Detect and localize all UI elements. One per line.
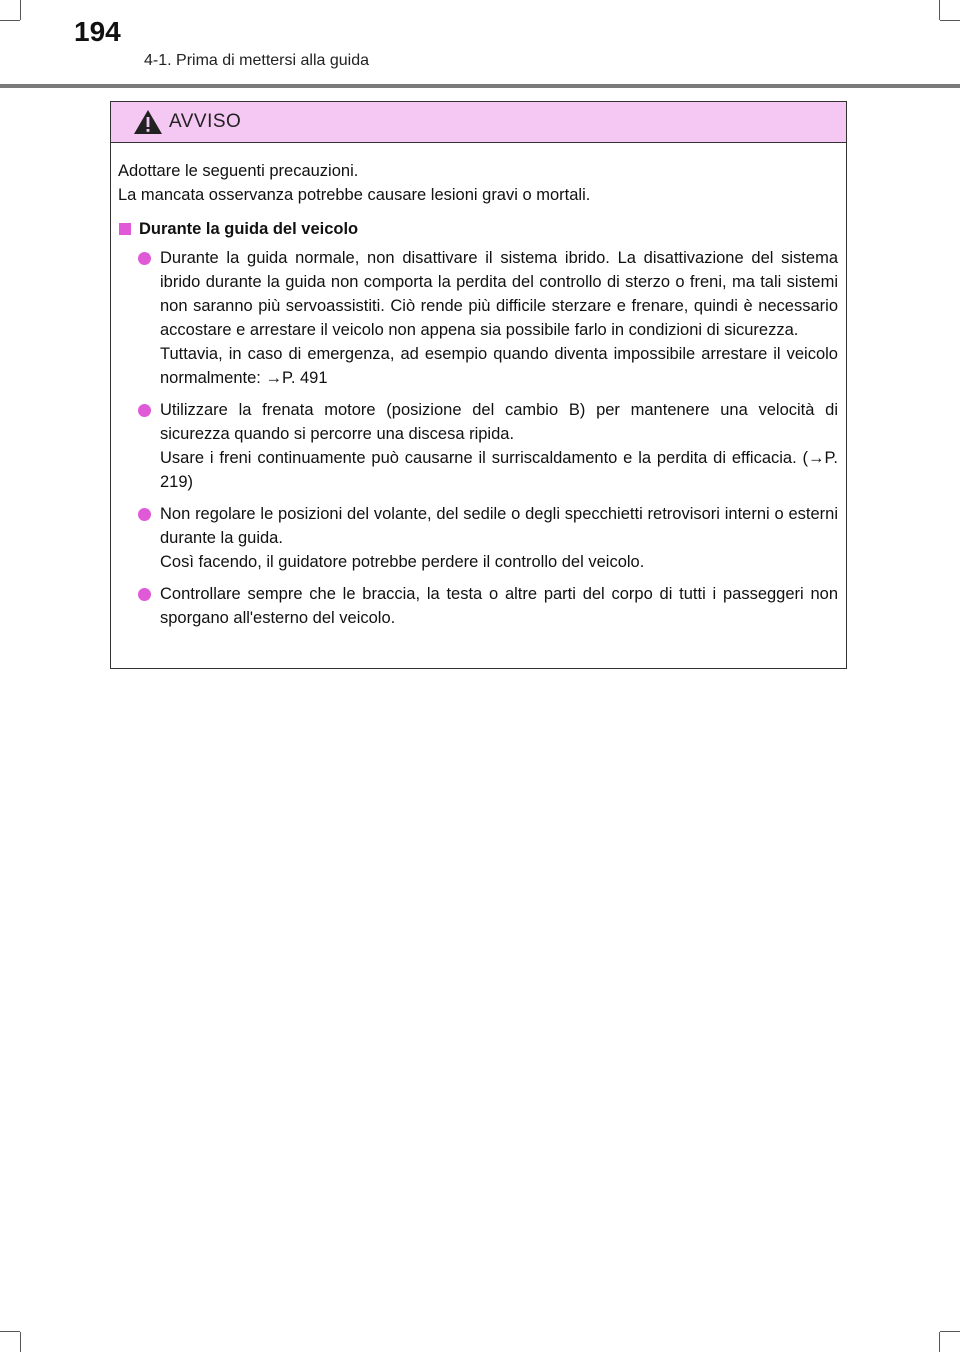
subheading-text: Durante la guida del veicolo	[139, 220, 359, 238]
warning-title: AVVISO	[169, 111, 242, 132]
warning-triangle-icon	[133, 109, 163, 135]
section-title: 4-1. Prima di mettersi alla guida	[144, 52, 369, 69]
list-item	[118, 398, 838, 494]
crop-mark	[0, 1331, 20, 1332]
list-item-text	[160, 502, 838, 574]
paragraph: Durante la guida normale, non disattivare il sistema ibrido. La disattivazione del sistema ibrido durante la guida non comporta la perdita del controllo di sterzo o freni, ma tali sistemi non saranno più servoassistiti. Ciò rende più difficile sterzare e frenare, quindi è necessario accostare e arrestare il veicolo non appena sia possibile farlo in condizioni di sicurezza.	[160, 249, 838, 339]
warning-header	[111, 102, 846, 143]
paragraph: Tuttavia, in caso di emergenza, ad esempio quando diventa impossibile arrestare il veicolo normalmente: →P. 491	[160, 345, 838, 387]
circle-bullet-icon	[138, 588, 151, 601]
list-item	[118, 246, 838, 390]
paragraph: Usare i freni continuamente può causarne il surriscaldamento e la perdita di efficacia. (→P. 219)	[160, 449, 838, 491]
list-item	[118, 502, 838, 574]
paragraph: Utilizzare la frenata motore (posizione del cambio B) per mantenere una velocità di sicurezza quando si percorre una discesa ripida.	[160, 401, 838, 443]
list-item-text	[160, 398, 838, 494]
circle-bullet-icon	[138, 508, 151, 521]
warning-box	[110, 101, 847, 669]
paragraph: Così facendo, il guidatore potrebbe perdere il controllo del veicolo.	[160, 553, 645, 571]
list-item-text	[160, 582, 838, 630]
subheading	[118, 217, 838, 241]
crop-mark	[940, 1331, 960, 1332]
crop-mark	[939, 1332, 940, 1352]
paragraph: Controllare sempre che le braccia, la testa o altre parti del corpo di tutti i passeggeri non sporgano all'esterno del veicolo.	[160, 585, 838, 627]
list-item	[118, 582, 838, 630]
crop-mark	[940, 20, 960, 21]
crop-mark	[20, 0, 21, 20]
page-number: 194	[74, 16, 121, 47]
header-rule	[0, 84, 960, 88]
paragraph: Non regolare le posizioni del volante, del sedile o degli specchietti retrovisori interni o esterni durante la guida.	[160, 505, 838, 547]
list-item-text	[160, 246, 838, 390]
square-bullet-icon	[119, 223, 131, 235]
intro-line: Adottare le seguenti precauzioni.	[118, 162, 359, 180]
circle-bullet-icon	[138, 404, 151, 417]
warning-intro	[118, 159, 838, 207]
crop-mark	[939, 0, 940, 20]
intro-line: La mancata osservanza potrebbe causare lesioni gravi o mortali.	[118, 186, 591, 204]
warning-body	[111, 143, 846, 630]
crop-mark	[20, 1332, 21, 1352]
crop-mark	[0, 20, 20, 21]
circle-bullet-icon	[138, 252, 151, 265]
